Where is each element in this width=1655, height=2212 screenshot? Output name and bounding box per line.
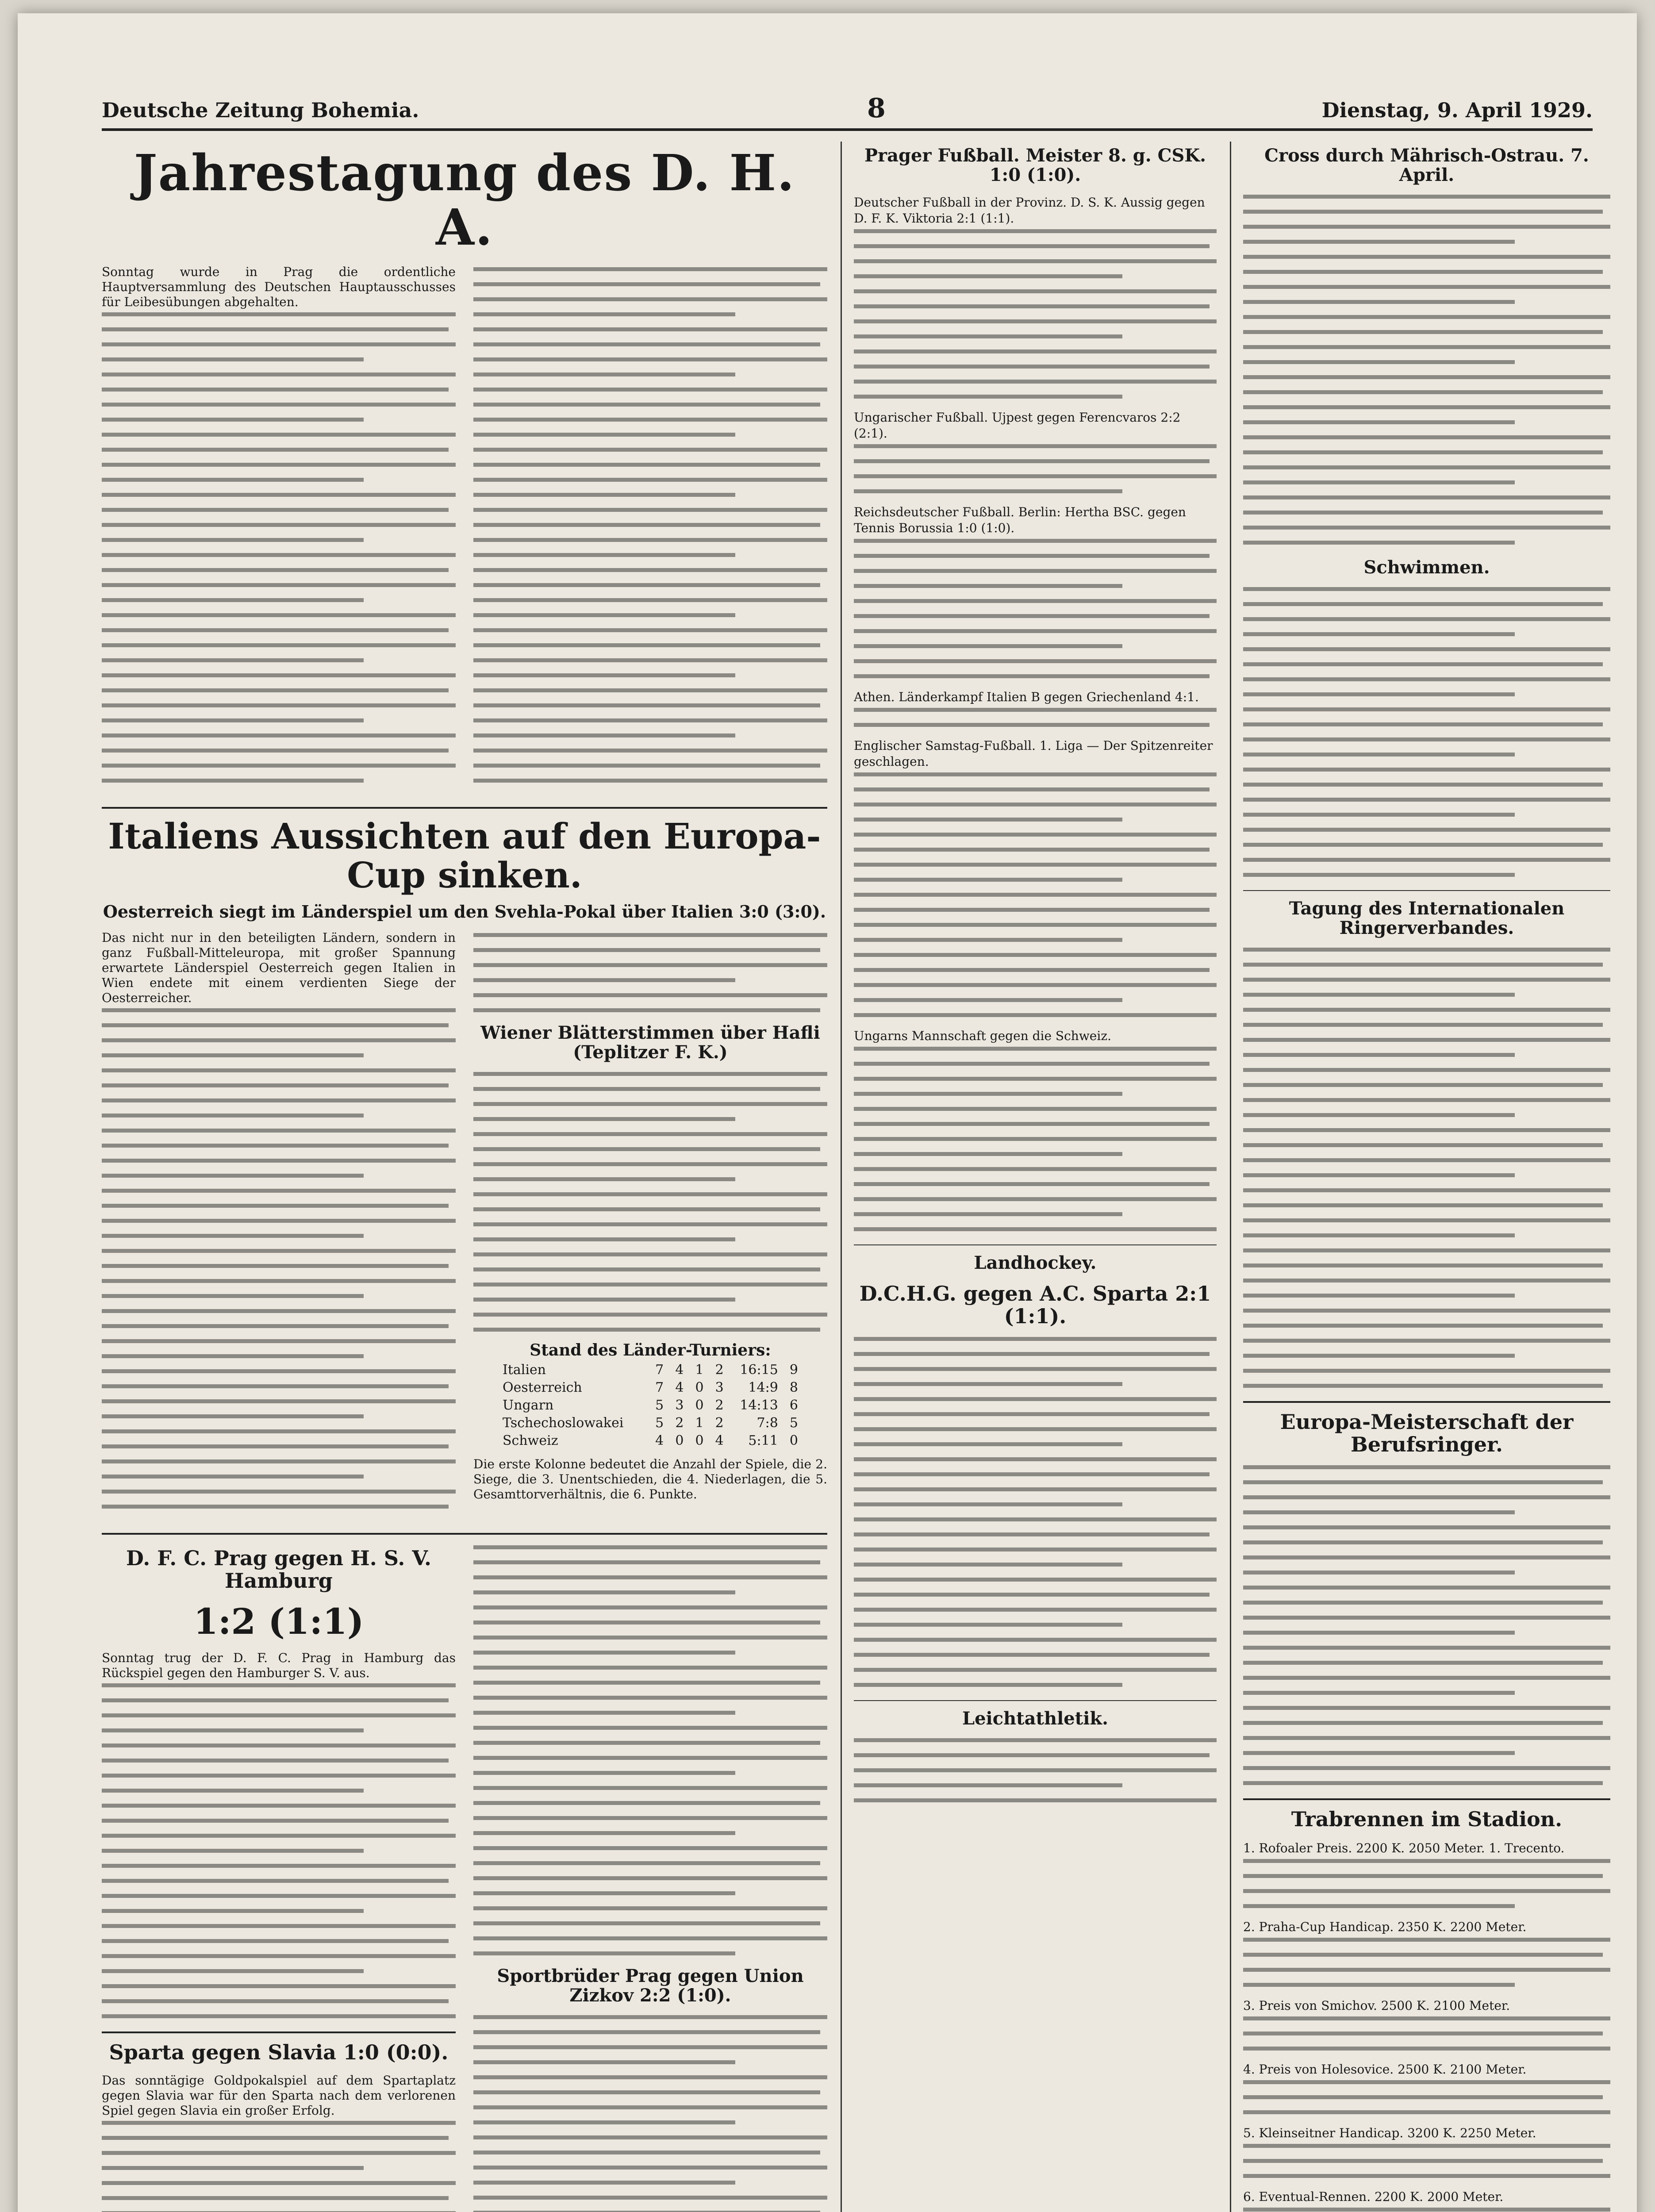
article-body [102, 2073, 456, 2212]
divider [1243, 1401, 1610, 1403]
headline-dha: Jahrestagung des D. H. A. [134, 144, 795, 257]
text-lines [473, 2015, 827, 2212]
subheadline-landhockey: D.C.H.G. gegen A.C. Sparta 2:1 (1:1). [859, 1282, 1211, 1328]
headline-ringer: Tagung des Internationalen Ringerverbandes. [1289, 898, 1565, 938]
standings-cell: 0 [695, 1433, 704, 1449]
standings-cell: Italien [503, 1362, 546, 1378]
results-list [854, 195, 1217, 1231]
standings-title: Stand des Länder-Turniers: [530, 1341, 771, 1360]
result-item: Englischer Samstag-Fußball. 1. Liga — Der Spitzenreiter geschlagen. [854, 738, 1213, 769]
divider [854, 1244, 1217, 1245]
text-lines [1243, 587, 1610, 877]
issue-date: Dienstag, 9. April 1929. [1321, 98, 1593, 122]
result-item: Ungarischer Fußball. Ujpest gegen Ferencvaros 2:2 (2:1). [854, 410, 1181, 441]
headline-press: Wiener Blätterstimmen über Hafli (Teplitzer F. K.) [480, 1022, 820, 1063]
article-landhockey [854, 1253, 1217, 1687]
standings-row [498, 1414, 803, 1432]
text-lines [854, 1738, 1217, 1802]
result-item: Athen. Länderkampf Italien B gegen Griechenland 4:1. [854, 690, 1199, 704]
race-item: 3. Preis von Smichov. 2500 K. 2100 Meter. [1243, 1998, 1510, 2013]
left-column [102, 142, 827, 2212]
article-body [473, 265, 827, 794]
standings-cell: 7 [655, 1362, 664, 1378]
text-lines [1243, 2208, 1610, 2212]
standings-cell: 14:9 [748, 1380, 778, 1396]
text-lines [854, 229, 1217, 399]
headline-leichtathletik: Leichtathletik. [962, 1708, 1109, 1729]
headline-sparta: Sparta gegen Slavia 1:0 (0:0). [109, 2040, 449, 2064]
headline-dfc: D. F. C. Prag gegen H. S. V. Hamburg [126, 1546, 432, 1593]
headline-trab: Trabrennen im Stadion. [1291, 1807, 1563, 1832]
article-results [854, 146, 1217, 1231]
text-lines [1243, 195, 1610, 545]
result-item: Deutscher Fußball in der Provinz. D. S. K. Aussig gegen D. F. K. Viktoria 2:1 (1:1). [854, 195, 1205, 226]
column-rule [841, 142, 842, 2212]
standings-cell: 1 [695, 1415, 704, 1431]
race-item: 1. Rofoaler Preis. 2200 K. 2050 Meter. 1. Trecento. [1243, 1840, 1565, 1855]
standings-cell: 9 [789, 1362, 798, 1378]
article-body [1243, 1465, 1610, 1785]
text-lines [1243, 1938, 1610, 1987]
article-body [1243, 195, 1610, 545]
text-lines [1243, 1465, 1610, 1785]
standings-cell: 0 [695, 1398, 704, 1413]
standings-cell: 2 [715, 1415, 724, 1431]
standings-cell: 14:13 [740, 1398, 778, 1413]
text-lines [1243, 2016, 1610, 2051]
standings-cell: 5 [655, 1415, 664, 1431]
standings-cell: 4 [675, 1380, 684, 1396]
standings-cell: 5:11 [748, 1433, 778, 1449]
result-item: Ungarns Mannschaft gegen die Schweiz. [854, 1029, 1111, 1043]
article-body [854, 1337, 1217, 1687]
text-lines [102, 2121, 456, 2212]
text-lines [473, 267, 827, 783]
standings-row [498, 1397, 803, 1414]
right-column [1243, 142, 1610, 2212]
score-dfc: 1:2 (1:1) [193, 1600, 364, 1642]
article-body [102, 265, 456, 794]
standings-cell: 5 [789, 1415, 798, 1431]
standings-note: Die erste Kolonne bedeutet die Anzahl der Spiele, die 2. Siege, die 3. Unentschieden, die 4. Niederlagen, die 5. Gesamttorverhältnis, die 6. Punkte. [473, 1457, 827, 1502]
divider [854, 1700, 1217, 1701]
text-lines [854, 539, 1217, 678]
article-body [102, 930, 456, 1520]
standings-cell: 0 [695, 1380, 704, 1396]
article-dha [102, 146, 827, 794]
race-item: 2. Praha-Cup Handicap. 2350 K. 2200 Meter. [1243, 1919, 1527, 1934]
article-body [1243, 948, 1610, 1388]
race-item: 5. Kleinseitner Handicap. 3200 K. 2250 Meter. [1243, 2125, 1536, 2140]
standings-cell: 4 [675, 1362, 684, 1378]
standings-cell: Schweiz [503, 1433, 558, 1449]
standings-cell: 5 [655, 1398, 664, 1413]
standings-cell: 2 [715, 1362, 724, 1378]
page-number: 8 [867, 93, 886, 124]
standings-cell: 7 [655, 1380, 664, 1396]
headline-schwimmen: Schwimmen. [1363, 557, 1490, 578]
headline-em: Europa-Meisterschaft der Berufsringer. [1280, 1410, 1574, 1456]
standings-row [498, 1361, 803, 1379]
headline-landhockey: Landhockey. [974, 1252, 1097, 1273]
text-lines [854, 708, 1217, 727]
standings-cell: 4 [655, 1433, 664, 1449]
article-body [473, 2015, 827, 2212]
article-em [1243, 1411, 1610, 1785]
standings-cell: 4 [715, 1433, 724, 1449]
headline-results: Prager Fußball. Meister 8. g. CSK. 1:0 (1:0). [864, 145, 1206, 185]
standings-cell: 0 [789, 1433, 798, 1449]
standings-cell: Oesterreich [503, 1380, 582, 1396]
standings-cell: 3 [675, 1398, 684, 1413]
result-item: Reichsdeutscher Fußball. Berlin: Hertha BSC. gegen Tennis Borussia 1:0 (1:0). [854, 505, 1186, 535]
text-lines [102, 1008, 456, 1509]
article-sparta [102, 2041, 456, 2212]
article-trab [1243, 1808, 1610, 2212]
paper-name: Deutsche Zeitung Bohemia. [102, 98, 419, 122]
text-lines [854, 1047, 1217, 1231]
standings-cell: 6 [789, 1398, 798, 1413]
text-lines [1243, 2144, 1610, 2178]
standings-cell: 1 [695, 1362, 704, 1378]
divider [1243, 1798, 1610, 1800]
article-lead: Sonntag wurde in Prag die ordentliche Hauptversammlung des Deutschen Hauptausschusses für Leibesübungen abgehalten. [102, 265, 456, 310]
divider [102, 807, 827, 809]
standings-cell: Tschechoslowakei [503, 1415, 624, 1431]
text-lines [854, 772, 1217, 1017]
article-schwimmen [1243, 558, 1610, 877]
text-lines [1243, 2080, 1610, 2114]
headline-cup: Italiens Aussichten auf den Europa-Cup sinken. [108, 815, 821, 896]
text-lines [102, 312, 456, 783]
article-body [1243, 587, 1610, 877]
article-ringer [1243, 899, 1610, 1388]
newspaper-page [18, 13, 1637, 2212]
article-leichtathletik [854, 1709, 1217, 1802]
article-body [473, 1545, 827, 1955]
race-item: 4. Preis von Holesovice. 2500 K. 2100 Meter. [1243, 2062, 1527, 2077]
article-lead: Das nicht nur in den beteiligten Ländern, sondern in ganz Fußball-Mitteleuropa, mit großer Spannung erwartete Länderspiel Oesterreich gegen Italien in Wien endete mit einem verdienten Siege der Oesterreicher. [102, 930, 456, 1006]
divider [102, 1533, 827, 1535]
standings-table [498, 1343, 803, 1450]
text-lines [1243, 1859, 1610, 1908]
article-cross [1243, 146, 1610, 545]
standings-row [498, 1379, 803, 1397]
headline-union: Sportbrüder Prag gegen Union Zizkov 2:2 (1:0). [497, 1966, 804, 2006]
standings-cell: 2 [675, 1415, 684, 1431]
column-rule [1230, 142, 1231, 2212]
article-dfc [102, 1547, 456, 2018]
standings-cell: 16:15 [740, 1362, 778, 1378]
text-lines [473, 1545, 827, 1955]
standings-cell: 0 [675, 1433, 684, 1449]
text-lines [473, 1072, 827, 1332]
text-lines [473, 933, 827, 1012]
race-list [1243, 1840, 1610, 2212]
masthead [102, 93, 1593, 131]
article-cup [102, 817, 827, 1520]
article-body [854, 1738, 1217, 1802]
text-lines [854, 444, 1217, 493]
middle-column [854, 142, 1217, 2212]
race-item: 6. Eventual-Rennen. 2200 K. 2000 Meter. [1243, 2189, 1504, 2204]
standings-cell: 8 [789, 1380, 798, 1396]
standings-cell: 2 [715, 1398, 724, 1413]
standings-row [498, 1432, 803, 1450]
article-body [102, 1651, 456, 2018]
divider [1243, 890, 1610, 891]
subheadline-cup: Oesterreich siegt im Länderspiel um den Svehla-Pokal über Italien 3:0 (3:0). [103, 902, 826, 922]
text-lines [102, 1683, 456, 2018]
text-lines [854, 1337, 1217, 1687]
article-lead: Das sonntägige Goldpokalspiel auf dem Spartaplatz gegen Slavia war für den Sparta nach dem verlorenen Spiel gegen Slavia ein großer Erfolg. [102, 2073, 456, 2118]
standings-cell: Ungarn [503, 1398, 554, 1413]
article-lead: Sonntag trug der D. F. C. Prag in Hamburg das Rückspiel gegen den Hamburger S. V. aus. [102, 1650, 456, 1680]
divider [102, 2032, 456, 2033]
standings-cell: 3 [715, 1380, 724, 1396]
article-body [473, 930, 827, 1520]
standings-cell: 7:8 [756, 1415, 778, 1431]
text-lines [1243, 948, 1610, 1388]
headline-cross: Cross durch Mährisch-Ostrau. 7. April. [1264, 145, 1589, 185]
